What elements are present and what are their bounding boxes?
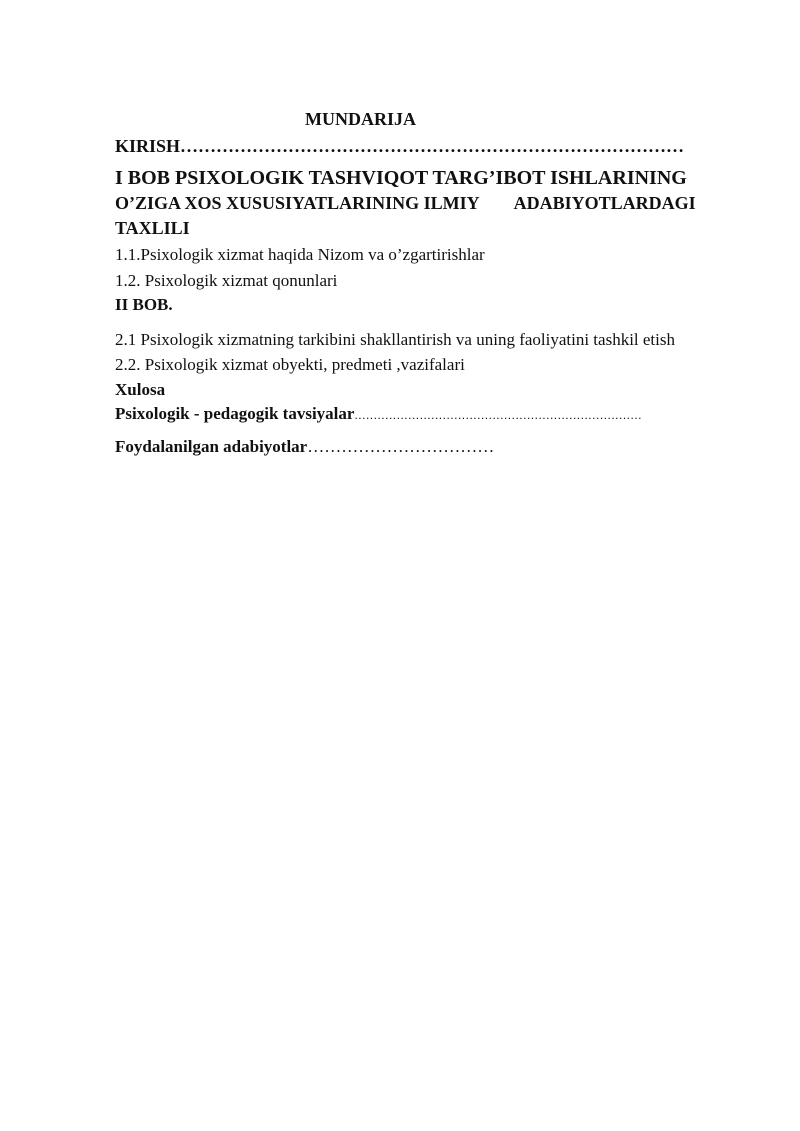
toc-chapter1-heading-line2-part2: ADABIYOTLARDAGI [513,193,696,213]
toc-entry-adabiyotlar-label: Foydalanilgan adabiyotlar [115,437,308,456]
toc-entry-adabiyotlar-dots: …………………………… [307,437,495,456]
toc-section-1-2: 1.2. Psixologik xizmat qonunlari [115,271,338,290]
toc-entry-xulosa: Xulosa [115,380,166,399]
toc-entry-tavsiyalar [115,405,642,422]
toc-entry-kirish: KIRISH………………………………………………………………………… [115,136,685,156]
toc-chapter1-heading-line1: I BOB PSIXOLOGIK TASHVIQOT TARG’IBOT ISHLARINING [115,167,687,189]
toc-entry-adabiyotlar [115,438,494,455]
toc-section-1-1: 1.1.Psixologik xizmat haqida Nizom va o’zgartirishlar [115,245,485,264]
toc-chapter2-heading: II BOB. [115,295,173,314]
toc-section-2-1: 2.1 Psixologik xizmatning tarkibini shakllantirish va uning faoliyatini tashkil etish [115,330,675,349]
toc-section-2-2: 2.2. Psixologik xizmat obyekti, predmeti ,vazifalari [115,355,465,374]
page-title: MUNDARIJA [305,109,416,129]
toc-chapter1-heading-line2-part1: O’ZIGA XOS XUSUSIYATLARINING ILMIY [115,193,480,213]
toc-chapter1-heading-line3: TAXLILI [115,218,190,238]
toc-chapter1-heading-line2 [115,194,696,212]
toc-entry-tavsiyalar-dots: ........................................................................... [354,408,642,422]
toc-entry-tavsiyalar-label: Psixologik - pedagogik tavsiyalar [115,404,355,423]
